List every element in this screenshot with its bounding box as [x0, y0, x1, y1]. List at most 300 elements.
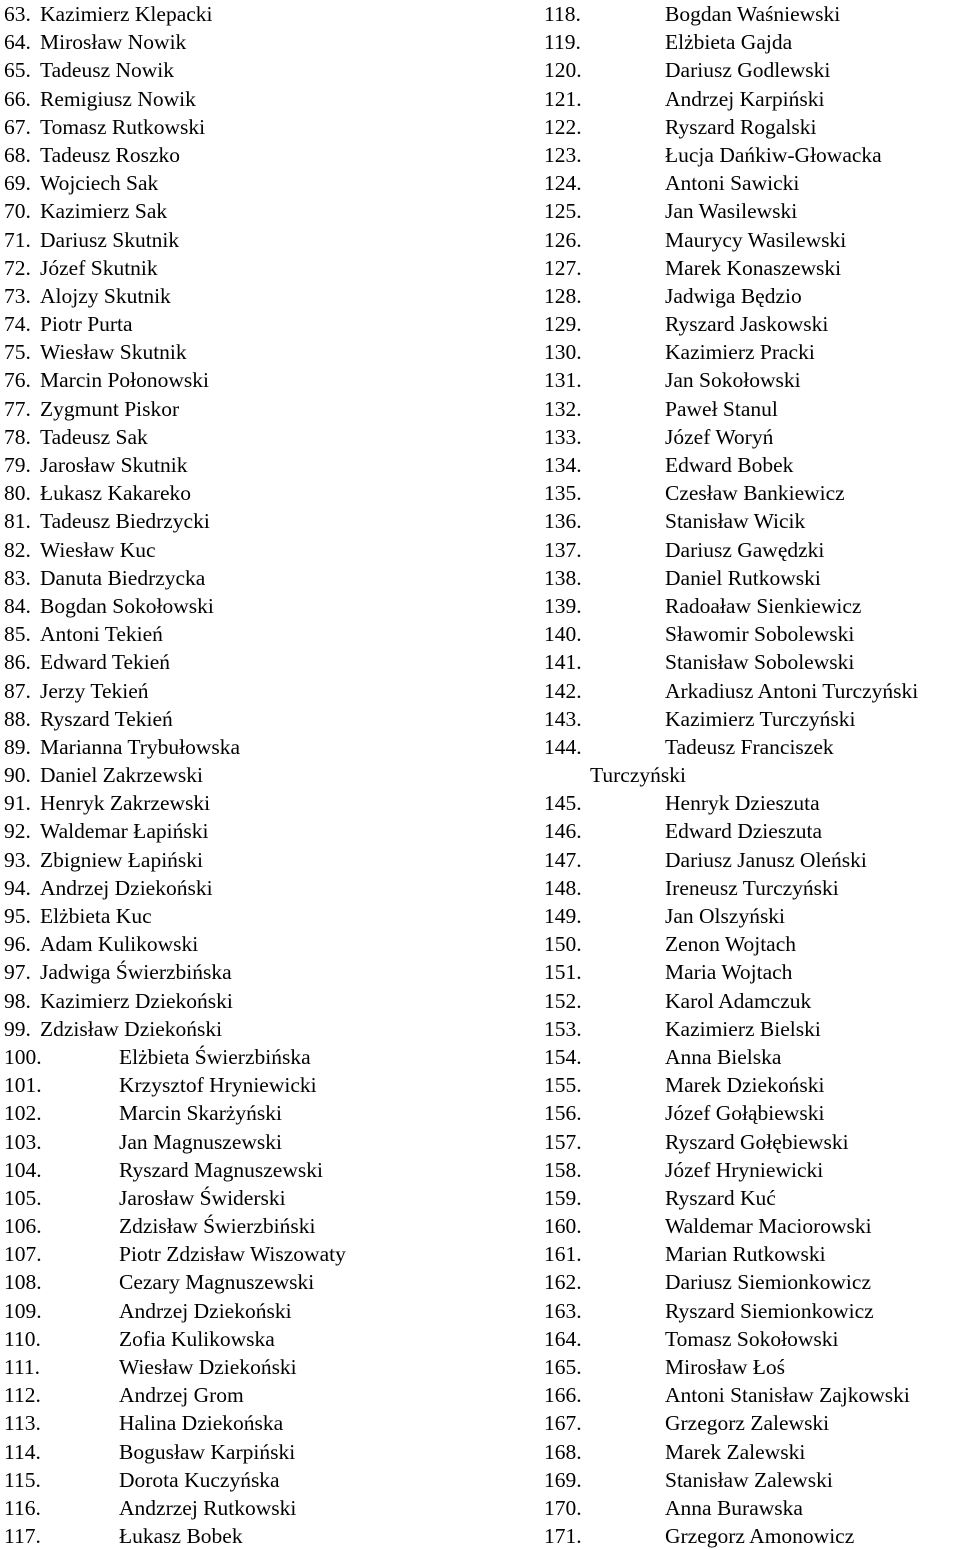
list-item-name: Maurycy Wasilewski [665, 227, 847, 252]
list-item-name: Marcin Połonowski [40, 368, 210, 393]
list-item [544, 648, 960, 676]
list-item [4, 1297, 524, 1325]
list-item-name: Daniel Rutkowski [665, 565, 821, 590]
list-item-number: 73. [4, 283, 31, 308]
list-item-number: 129. [544, 312, 582, 337]
list-item [544, 28, 960, 56]
list-item-name: Waldemar Maciorowski [665, 1214, 872, 1239]
list-item [4, 1522, 524, 1550]
list-item-name: Wiesław Dziekoński [119, 1355, 297, 1379]
list-item-number: 146. [544, 819, 582, 844]
list-item-number: 154. [544, 1044, 582, 1069]
list-item [4, 85, 524, 113]
list-item-name: Maria Wojtach [665, 960, 793, 985]
list-item-name: Marian Rutkowski [665, 1242, 826, 1267]
list-item-number: 127. [544, 255, 582, 280]
list-item-name: Jan Sokołowski [665, 368, 801, 393]
list-item [4, 1353, 524, 1381]
list-item-number: 74. [4, 312, 31, 337]
list-item-number: 108. [4, 1270, 42, 1295]
list-item [4, 1381, 524, 1409]
list-item-number: 107. [4, 1242, 42, 1267]
list-item [544, 1240, 960, 1268]
list-item [4, 1071, 524, 1099]
list-item-number: 150. [544, 932, 582, 957]
list-item-name: Remigiusz Nowik [40, 86, 196, 111]
list-item-number: 120. [544, 58, 582, 83]
list-item-name: Andrzej Dziekoński [119, 1298, 292, 1323]
list-item-number: 145. [544, 791, 582, 816]
list-item [4, 141, 524, 169]
list-item-number: 162. [544, 1270, 582, 1295]
list-item-name: Józef Skutnik [40, 255, 158, 280]
list-item-number: 124. [544, 171, 582, 196]
list-item-number: 98. [4, 988, 31, 1013]
list-item [4, 479, 524, 507]
list-item-name: Stanisław Sobolewski [665, 650, 855, 675]
list-item-number: 83. [4, 565, 31, 590]
list-item-name: Ryszard Siemionkowicz [665, 1298, 874, 1323]
list-item-number: 161. [544, 1242, 582, 1267]
list-item-number: 85. [4, 622, 31, 647]
list-item [4, 169, 524, 197]
list-item-number: 68. [4, 142, 31, 167]
list-item [4, 902, 524, 930]
list-item-number: 122. [544, 114, 582, 139]
list-item [544, 1353, 960, 1381]
list-item [4, 226, 524, 254]
list-item-number: 168. [544, 1439, 582, 1464]
list-item [544, 1522, 960, 1550]
list-item-name: Kazimierz Pracki [665, 340, 815, 365]
list-item [4, 1184, 524, 1212]
list-item-number: 78. [4, 424, 31, 449]
list-item-name: Józef Hryniewicki [665, 1157, 824, 1182]
list-item-number: 144. [544, 734, 582, 759]
list-item-number: 130. [544, 340, 582, 365]
list-item-number: 138. [544, 565, 582, 590]
list-item-name: Tadeusz Sak [40, 424, 148, 449]
list-item [4, 0, 524, 28]
list-item-name: Waldemar Łapiński [40, 819, 209, 844]
list-item-number: 151. [544, 960, 582, 985]
list-item-number: 92. [4, 819, 31, 844]
list-item [4, 958, 524, 986]
list-item [4, 1043, 524, 1071]
list-item-number: 105. [4, 1185, 42, 1210]
list-item-name: Kazimierz Klepacki [40, 2, 213, 26]
list-item-number: 106. [4, 1214, 42, 1239]
list-item [4, 1212, 524, 1240]
list-item [544, 1128, 960, 1156]
list-item [4, 536, 524, 564]
list-item [544, 874, 960, 902]
list-item [4, 1240, 524, 1268]
list-item [4, 1156, 524, 1184]
list-item-name: Piotr Purta [40, 312, 133, 337]
list-item-number: 147. [544, 847, 582, 872]
list-item-number: 166. [544, 1383, 582, 1408]
list-item-number: 82. [4, 537, 31, 562]
list-item-name: Zdzisław Dziekoński [40, 1016, 223, 1041]
list-item-name: Dariusz Gawędzki [665, 537, 825, 562]
list-item [544, 254, 960, 282]
list-item-number: 71. [4, 227, 31, 252]
right-name-column [544, 0, 960, 1550]
list-item-name: Andzrzej Rutkowski [119, 1495, 297, 1520]
list-item [4, 677, 524, 705]
list-item [544, 1409, 960, 1437]
list-item-number: 66. [4, 86, 31, 111]
list-item-number: 104. [4, 1157, 42, 1182]
list-item-name: Arkadiusz Antoni Turczyński [665, 678, 919, 703]
list-item-number: 167. [544, 1411, 582, 1436]
list-item [4, 1015, 524, 1043]
list-item-name: Grzegorz Zalewski [665, 1411, 830, 1436]
list-item [4, 1466, 524, 1494]
list-item-number: 72. [4, 255, 31, 280]
list-item [544, 169, 960, 197]
list-item [544, 705, 960, 733]
list-item-number: 141. [544, 650, 582, 675]
list-item [544, 677, 960, 705]
list-item [544, 395, 960, 423]
list-item-number: 170. [544, 1495, 582, 1520]
list-item-number: 69. [4, 171, 31, 196]
list-item-name: Turczyński [590, 763, 686, 788]
list-item-name: Kazimierz Dziekoński [40, 988, 233, 1013]
list-item [544, 1212, 960, 1240]
list-item-name: Ryszard Kuć [665, 1185, 776, 1210]
list-item-number: 70. [4, 199, 31, 224]
list-item [544, 536, 960, 564]
list-item-number: 156. [544, 1101, 582, 1126]
list-item-number: 131. [544, 368, 582, 393]
list-item-number: 88. [4, 706, 31, 731]
list-item-name: Radoaław Sienkiewicz [665, 593, 862, 618]
list-item-name: Bogdan Sokołowski [40, 593, 214, 618]
list-item-name: Jarosław Skutnik [40, 453, 188, 477]
list-item-number: 84. [4, 593, 31, 618]
list-item [4, 1268, 524, 1296]
list-item-name: Daniel Zakrzewski [40, 763, 203, 788]
list-item-name: Edward Dzieszuta [665, 819, 822, 844]
list-item [544, 592, 960, 620]
list-item-number: 165. [544, 1355, 582, 1379]
list-item-name: Anna Bielska [665, 1044, 782, 1069]
list-item-name: Tomasz Sokołowski [665, 1326, 839, 1351]
list-item [544, 226, 960, 254]
list-item-number: 140. [544, 622, 582, 647]
list-item-name: Karol Adamczuk [665, 988, 812, 1013]
list-item-name: Ryszard Tekień [40, 706, 173, 731]
list-item-name: Wiesław Skutnik [40, 340, 187, 365]
list-item-name: Stanisław Wicik [665, 509, 806, 534]
list-item-name: Zofia Kulikowska [119, 1326, 275, 1351]
list-item-number: 111. [4, 1355, 41, 1379]
list-item-number: 76. [4, 368, 31, 393]
list-item-number: 158. [544, 1157, 582, 1182]
list-item [544, 113, 960, 141]
list-item [544, 564, 960, 592]
list-item [4, 507, 524, 535]
list-item-name: Jan Magnuszewski [119, 1129, 283, 1154]
list-item-name: Bogdan Waśniewski [665, 2, 841, 26]
list-item-number: 143. [544, 706, 582, 731]
list-item [4, 1325, 524, 1353]
list-item [544, 958, 960, 986]
list-item-number: 79. [4, 453, 31, 477]
list-item [544, 987, 960, 1015]
list-item [544, 507, 960, 535]
list-item-name: Józef Gołąbiewski [665, 1101, 825, 1126]
list-item-number: 102. [4, 1101, 42, 1126]
list-item-number: 121. [544, 86, 582, 111]
list-item-name: Henryk Dzieszuta [665, 791, 820, 816]
list-item [544, 620, 960, 648]
list-item [4, 56, 524, 84]
list-item [4, 564, 524, 592]
list-item [544, 902, 960, 930]
list-item-name: Ryszard Magnuszewski [119, 1157, 323, 1182]
list-item-name: Ryszard Jaskowski [665, 312, 829, 337]
list-item-number: 86. [4, 650, 31, 675]
list-item-name: Łucja Dańkiw-Głowacka [665, 142, 882, 167]
list-item-name: Sławomir Sobolewski [665, 622, 855, 647]
list-item-name: Danuta Biedrzycka [40, 565, 206, 590]
list-item [544, 85, 960, 113]
list-item [4, 395, 524, 423]
list-item-name: Halina Dziekońska [119, 1411, 284, 1436]
list-item-name: Dorota Kuczyńska [119, 1467, 280, 1492]
list-item-number: 96. [4, 932, 31, 957]
list-item-name: Zygmunt Piskor [40, 396, 180, 421]
list-item-name: Zdzisław Świerzbiński [119, 1214, 316, 1239]
list-item-number: 160. [544, 1214, 582, 1239]
list-item-name: Tadeusz Roszko [40, 142, 181, 167]
list-item [544, 846, 960, 874]
list-item [544, 1466, 960, 1494]
list-item [544, 789, 960, 817]
list-item-name: Ryszard Rogalski [665, 114, 817, 139]
list-item-name: Mirosław Łoś [665, 1355, 786, 1379]
list-item-name: Marianna Trybułowska [40, 734, 241, 759]
list-item-name: Jan Wasilewski [665, 199, 798, 224]
list-item-number: 109. [4, 1298, 42, 1323]
list-item-name: Kazimierz Turczyński [665, 706, 856, 731]
list-item-number: 119. [544, 30, 581, 55]
list-item-name: Wojciech Sak [40, 171, 159, 196]
list-item [4, 197, 524, 225]
list-item [4, 282, 524, 310]
left-name-column [4, 0, 524, 1550]
list-item-name: Andrzej Dziekoński [40, 875, 213, 900]
list-item-number: 126. [544, 227, 582, 252]
list-item [4, 1128, 524, 1156]
list-item [544, 1438, 960, 1466]
list-item [4, 733, 524, 761]
list-item-number: 87. [4, 678, 31, 703]
list-item-name: Antoni Tekień [40, 622, 163, 647]
list-item-name: Jan Olszyński [665, 904, 786, 928]
list-item-name: Jarosław Świderski [119, 1185, 286, 1210]
list-item [544, 1015, 960, 1043]
list-item [4, 1494, 524, 1522]
list-item [4, 1438, 524, 1466]
list-item [544, 1043, 960, 1071]
list-item [544, 761, 960, 789]
list-item-number: 118. [544, 2, 581, 26]
list-item [4, 338, 524, 366]
list-item [544, 310, 960, 338]
list-item-number: 93. [4, 847, 31, 872]
list-item-name: Stanisław Zalewski [665, 1467, 833, 1492]
list-item-number: 91. [4, 791, 31, 816]
list-item-name: Marek Konaszewski [665, 255, 842, 280]
list-item-number: 89. [4, 734, 31, 759]
list-item-name: Tadeusz Franciszek [665, 734, 834, 759]
list-item-number: 94. [4, 875, 31, 900]
list-item [4, 1099, 524, 1127]
list-item-number: 125. [544, 199, 582, 224]
list-item [4, 874, 524, 902]
list-item-name: Grzegorz Amonowicz [665, 1524, 855, 1549]
list-item [4, 423, 524, 451]
list-item-name: Dariusz Siemionkowicz [665, 1270, 871, 1295]
list-item [544, 479, 960, 507]
list-item [544, 1381, 960, 1409]
list-item-name: Antoni Sawicki [665, 171, 800, 196]
list-item [544, 141, 960, 169]
list-item-number: 128. [544, 283, 582, 308]
list-item-name: Krzysztof Hryniewicki [119, 1073, 317, 1098]
list-item-number: 142. [544, 678, 582, 703]
list-item [4, 846, 524, 874]
list-item [4, 620, 524, 648]
list-item-number: 132. [544, 396, 582, 421]
list-item [4, 817, 524, 845]
list-item-name: Jadwiga Świerzbińska [40, 960, 232, 985]
list-item [544, 1071, 960, 1099]
list-item [4, 648, 524, 676]
list-item-number: 110. [4, 1326, 41, 1351]
list-item-number: 135. [544, 481, 582, 506]
list-item-number: 77. [4, 396, 31, 421]
list-item-name: Mirosław Nowik [40, 30, 187, 55]
list-item-name: Ryszard Gołębiewski [665, 1129, 849, 1154]
list-item [544, 1268, 960, 1296]
list-item-name: Marcin Skarżyński [119, 1101, 283, 1126]
list-item [544, 1156, 960, 1184]
list-item-name: Elżbieta Kuc [40, 904, 152, 928]
list-item-name: Adam Kulikowski [40, 932, 199, 957]
list-item-number: 153. [544, 1016, 582, 1041]
list-item-number: 149. [544, 904, 582, 928]
list-item [544, 451, 960, 479]
list-item-name: Kazimierz Sak [40, 199, 168, 224]
list-item-number: 113. [4, 1411, 41, 1436]
list-item-name: Henryk Zakrzewski [40, 791, 211, 816]
list-item-name: Dariusz Godlewski [665, 58, 831, 83]
list-item-name: Anna Burawska [665, 1495, 803, 1520]
list-item [544, 1099, 960, 1127]
list-item [4, 28, 524, 56]
list-item-name: Dariusz Janusz Oleński [665, 847, 867, 872]
list-item-name: Andrzej Grom [119, 1383, 244, 1408]
list-item [4, 254, 524, 282]
list-item-number: 90. [4, 763, 31, 788]
list-item-name: Czesław Bankiewicz [665, 481, 845, 506]
list-item [4, 705, 524, 733]
list-item-number: 163. [544, 1298, 582, 1323]
list-item-number: 123. [544, 142, 582, 167]
list-item-number: 112. [4, 1383, 41, 1408]
list-item-name: Ireneusz Turczyński [665, 875, 839, 900]
list-item [544, 197, 960, 225]
list-item-name: Marek Zalewski [665, 1439, 806, 1464]
list-item-name: Zbigniew Łapiński [40, 847, 204, 872]
list-item-name: Cezary Magnuszewski [119, 1270, 315, 1295]
list-item-name: Marek Dziekoński [665, 1073, 825, 1098]
list-item-number: 157. [544, 1129, 582, 1154]
list-item-name: Elżbieta Gajda [665, 30, 793, 55]
list-item [4, 1409, 524, 1437]
list-item-number: 133. [544, 424, 582, 449]
list-item-number: 139. [544, 593, 582, 618]
list-item [544, 56, 960, 84]
list-item-number: 136. [544, 509, 582, 534]
list-item [4, 451, 524, 479]
list-item-number: 116. [4, 1495, 41, 1520]
list-item-name: Piotr Zdzisław Wiszowaty [119, 1242, 346, 1267]
list-item [4, 987, 524, 1015]
list-item-number: 64. [4, 30, 31, 55]
list-item [4, 930, 524, 958]
list-item-name: Antoni Stanisław Zajkowski [665, 1383, 910, 1408]
list-item-name: Dariusz Skutnik [40, 227, 180, 252]
list-item-number: 99. [4, 1016, 31, 1041]
list-item-number: 137. [544, 537, 582, 562]
list-item [544, 423, 960, 451]
list-item-name: Paweł Stanul [665, 396, 778, 421]
list-item [544, 338, 960, 366]
list-item-number: 97. [4, 960, 31, 985]
list-item-name: Bogusław Karpiński [119, 1439, 296, 1464]
list-item-number: 155. [544, 1073, 582, 1098]
list-item-name: Tadeusz Nowik [40, 58, 175, 83]
list-item [544, 733, 960, 761]
list-item [4, 761, 524, 789]
list-item-name: Łukasz Kakareko [40, 481, 192, 506]
list-item-number: 81. [4, 509, 31, 534]
list-item-number: 103. [4, 1129, 42, 1154]
list-item-number: 117. [4, 1524, 41, 1549]
list-item-number: 67. [4, 114, 31, 139]
list-item-name: Tadeusz Biedrzycki [40, 509, 210, 534]
list-item-number: 164. [544, 1326, 582, 1351]
list-item-name: Alojzy Skutnik [40, 283, 171, 308]
list-item-number: 95. [4, 904, 31, 928]
list-item-number: 134. [544, 453, 582, 477]
list-item [544, 930, 960, 958]
list-item [544, 0, 960, 28]
list-item-number: 148. [544, 875, 582, 900]
list-item [544, 817, 960, 845]
list-item-name: Edward Bobek [665, 453, 794, 477]
list-item-number: 80. [4, 481, 31, 506]
list-item-name: Jadwiga Będzio [665, 283, 802, 308]
list-item-number: 171. [544, 1524, 582, 1549]
